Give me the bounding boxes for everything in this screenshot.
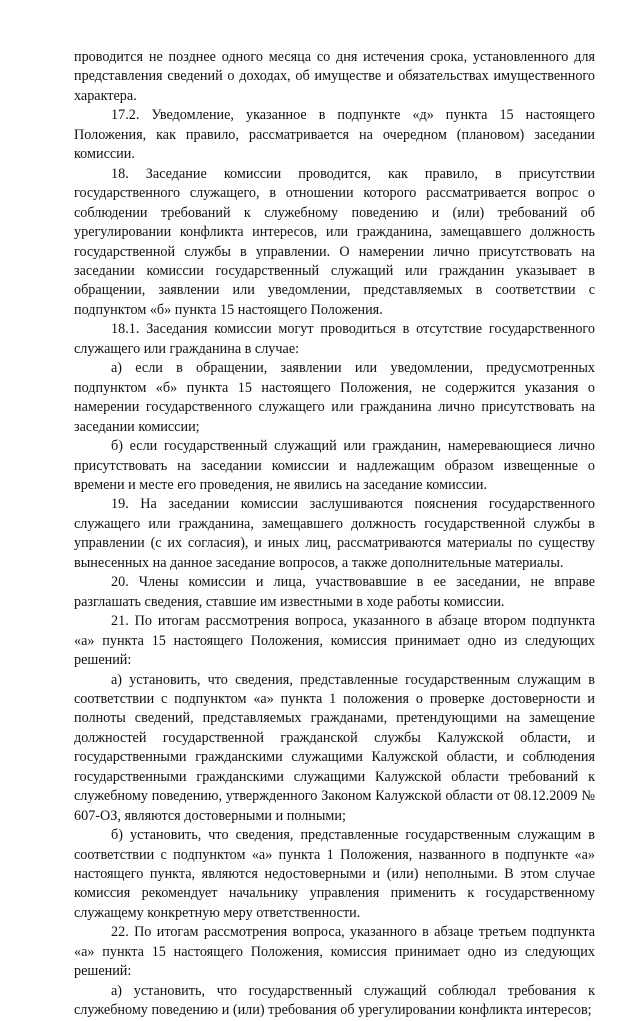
document-page xyxy=(74,48,595,1021)
paragraph-20: 20. Члены комиссии и лица, участвовавшие в ее заседании, не вправе разглашать сведения, ставшие им известными в ходе работы комиссии. xyxy=(74,574,595,610)
paragraph-18-1-b: б) если государственный служащий или гражданин, намеревающиеся лично присутствовать на заседании комиссии и надлежащим образом извещенные о времени и месте его проведения, не явились на заседание комиссии. xyxy=(74,438,595,493)
paragraph-18-1-a: а) если в обращении, заявлении или уведомлении, предусмотренных подпунктом «б» пункта 15 настоящего Положения, не содержится указания о намерении государственного служащего или гражданина лично присутствовать на заседании комиссии; xyxy=(74,360,595,435)
paragraph-17-2: 17.2. Уведомление, указанное в подпункте «д» пункта 15 настоящего Положения, как правило, рассматривается на очередном (плановом) заседании комиссии. xyxy=(74,107,595,163)
paragraph-18: 18. Заседание комиссии проводится, как правило, в присутствии государственного служащего, в отношении которого рассматривается вопрос о соблюдении требований к служебному поведению и (или) требований об урегулировании конфликта интересов, или гражданина, замещавшего должность государственной службы в управлении. О намерении лично присутствовать на заседании комиссии государственный служащий или гражданин указывает в обращении, заявлении или уведомлении, представляемых в соответствии с подпунктом «б» пункта 15 настоящего Положения. xyxy=(74,165,595,318)
paragraph-21-b: б) установить, что сведения, представленные государственным служащим в соответствии с подпунктом «а» пункта 1 Положения, названного в подпункте «а» настоящего пункта, являются недостоверными и (или) неполными. В этом случае комиссия рекомендует начальнику управления применить к государственному служащему конкретную меру ответственности. xyxy=(74,827,595,921)
paragraph-18-1: 18.1. Заседания комиссии могут проводиться в отсутствие государственного служащего или гражданина в случае: xyxy=(74,321,595,357)
paragraph-22-a: а) установить, что государственный служащий соблюдал требования к служебному поведению и (или) требования об урегулировании конфликта интересов; xyxy=(74,982,595,1019)
paragraph-19: 19. На заседании комиссии заслушиваются пояснения государственного служащего или гражданина, замещавшего должность государственной службы в управлении (с их согласия), и иных лиц, рассматриваются материалы по существу вынесенных на данное заседание вопросов, а также дополнительные материалы. xyxy=(74,496,595,571)
paragraph-continuation: проводится не позднее одного месяца со дня истечения срока, установленного для представления сведений о доходах, об имуществе и обязательствах имущественного характера. xyxy=(74,49,595,104)
paragraph-22: 22. По итогам рассмотрения вопроса, указанного в абзаце третьем подпункта «а» пункта 15 настоящего Положения, комиссия принимает одно из следующих решений: xyxy=(74,924,595,980)
paragraph-21: 21. По итогам рассмотрения вопроса, указанного в абзаце втором подпункта «а» пункта 15 настоящего Положения, комиссия принимает одно из следующих решений: xyxy=(74,613,595,669)
paragraph-21-a: а) установить, что сведения, представленные государственным служащим в соответствии с подпунктом «а» пункта 1 положения о проверке достоверности и полноты сведений, представляемых гражданами, претендующими на замещение должностей государственной гражданской службы Калужской области, и государственными гражданскими служащими Калужской области, и соблюдения государственными гражданскими служащими Калужской области требований к служебному поведению, утвержденного Законом Калужской области от 08.12.2009 № 607-ОЗ, являются достоверными и полными; xyxy=(74,671,595,824)
